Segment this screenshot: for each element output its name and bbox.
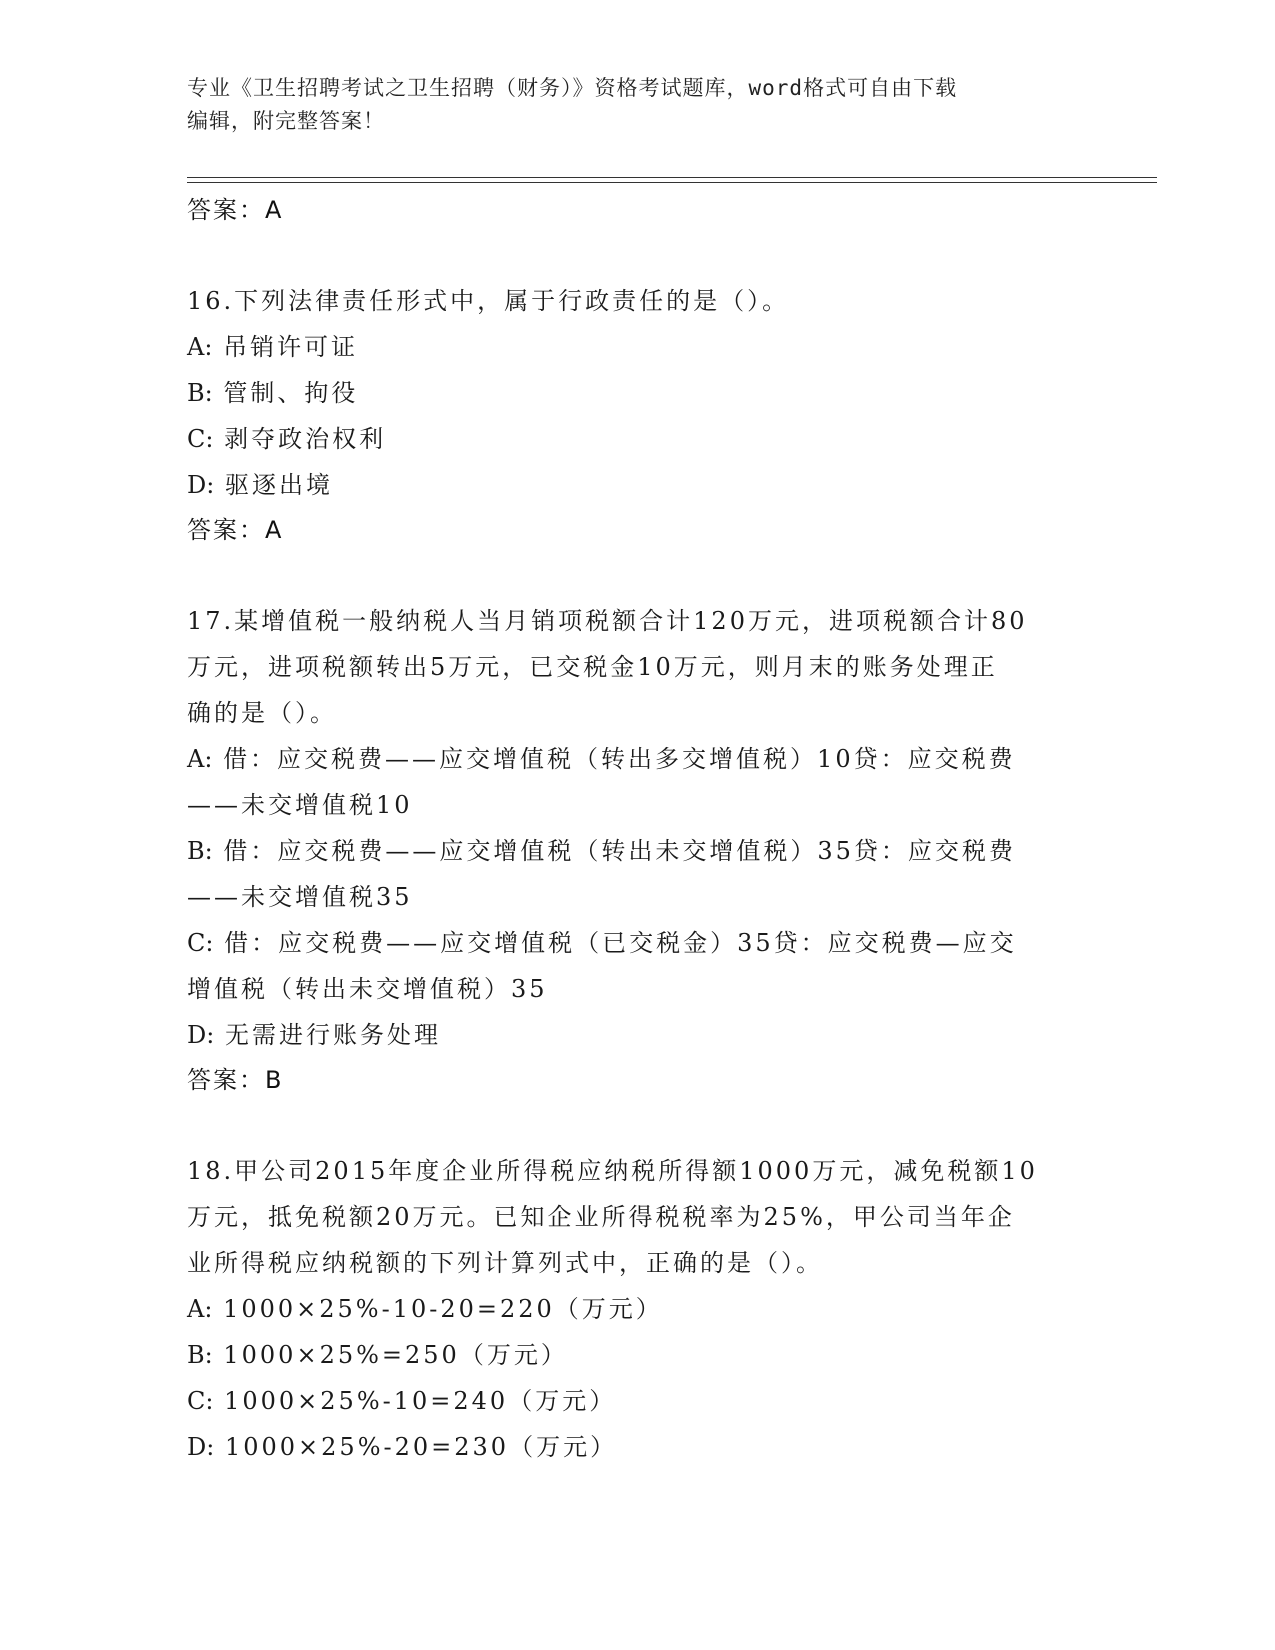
option-text: 1000×25%-10-20=220（万元） [223, 1295, 663, 1323]
option-line [187, 416, 1087, 462]
header-line-1: 专业《卫生招聘考试之卫生招聘（财务）》资格考试题库，word格式可自由下载 [187, 76, 958, 100]
option-text: 借：应交税费——应交增值税（转出多交增值税）10贷：应交税费 [223, 745, 1016, 773]
option-line [187, 1332, 1087, 1378]
option-label: A: [187, 745, 213, 773]
option-text: ——未交增值税10 [187, 791, 413, 819]
option-line [187, 1378, 1087, 1424]
question-text: 18.甲公司2015年度企业所得税应纳税所得额1000万元，减免税额10 [187, 1157, 1038, 1185]
option-line [187, 828, 1087, 874]
block-spacer [187, 552, 1087, 598]
option-line [187, 324, 1087, 370]
option-label: A: [187, 333, 213, 361]
question-text: 万元，抵免税额20万元。已知企业所得税税率为25%，甲公司当年企 [187, 1203, 1015, 1231]
option-label: C: [187, 929, 214, 957]
question-text: 业所得税应纳税额的下列计算列式中，正确的是（）。 [187, 1249, 823, 1277]
question-list [187, 188, 1087, 1470]
option-text: 剥夺政治权利 [224, 425, 387, 453]
document-header [187, 72, 1087, 138]
option-text: 1000×25%-20=230（万元） [224, 1433, 618, 1461]
header-line-2: 编辑，附完整答案！ [187, 109, 385, 133]
option-text: 管制、拘役 [223, 379, 359, 407]
option-text: 吊销许可证 [223, 333, 359, 361]
option-label: B: [187, 837, 213, 865]
option-text: 借：应交税费——应交增值税（已交税金）35贷：应交税费—应交 [224, 929, 1017, 957]
option-line [187, 370, 1087, 416]
option-line [187, 1424, 1087, 1470]
question-text: 16.下列法律责任形式中，属于行政责任的是（）。 [187, 287, 790, 315]
option-label: B: [187, 379, 213, 407]
option-text: ——未交增值税35 [187, 883, 413, 911]
option-label: C: [187, 425, 214, 453]
question-block [187, 188, 1087, 232]
option-label: A: [187, 1295, 213, 1323]
question-block [187, 598, 1087, 1102]
option-label: D: [187, 1433, 215, 1461]
option-line [187, 920, 1087, 966]
option-continuation [187, 874, 1087, 920]
option-continuation [187, 966, 1087, 1012]
block-spacer [187, 1102, 1087, 1148]
option-text: 借：应交税费——应交增值税（转出未交增值税）35贷：应交税费 [223, 837, 1016, 865]
option-text: 驱逐出境 [224, 471, 333, 499]
option-label: B: [187, 1341, 213, 1369]
option-label: D: [187, 471, 215, 499]
answer-line: 答案：A [187, 196, 284, 224]
option-line [187, 462, 1087, 508]
header-divider-bottom [187, 182, 1157, 183]
option-label: D: [187, 1021, 215, 1049]
question-text: 确的是（）。 [187, 699, 337, 727]
answer-line: 答案：B [187, 1066, 284, 1094]
question-block [187, 278, 1087, 552]
question-text: 17.某增值税一般纳税人当月销项税额合计120万元，进项税额合计80 [187, 607, 1028, 635]
option-continuation [187, 782, 1087, 828]
option-line [187, 736, 1087, 782]
answer-line: 答案：A [187, 516, 284, 544]
option-text: 1000×25%-10=240（万元） [224, 1387, 617, 1415]
option-line [187, 1012, 1087, 1058]
option-text: 1000×25%=250（万元） [223, 1341, 568, 1369]
option-line [187, 1286, 1087, 1332]
header-divider-top [187, 177, 1157, 178]
question-block [187, 1148, 1087, 1470]
block-spacer [187, 232, 1087, 278]
option-text: 无需进行账务处理 [224, 1021, 441, 1049]
option-text: 增值税（转出未交增值税）35 [187, 975, 548, 1003]
option-label: C: [187, 1387, 214, 1415]
question-text: 万元，进项税额转出5万元，已交税金10万元，则月末的账务处理正 [187, 653, 998, 681]
